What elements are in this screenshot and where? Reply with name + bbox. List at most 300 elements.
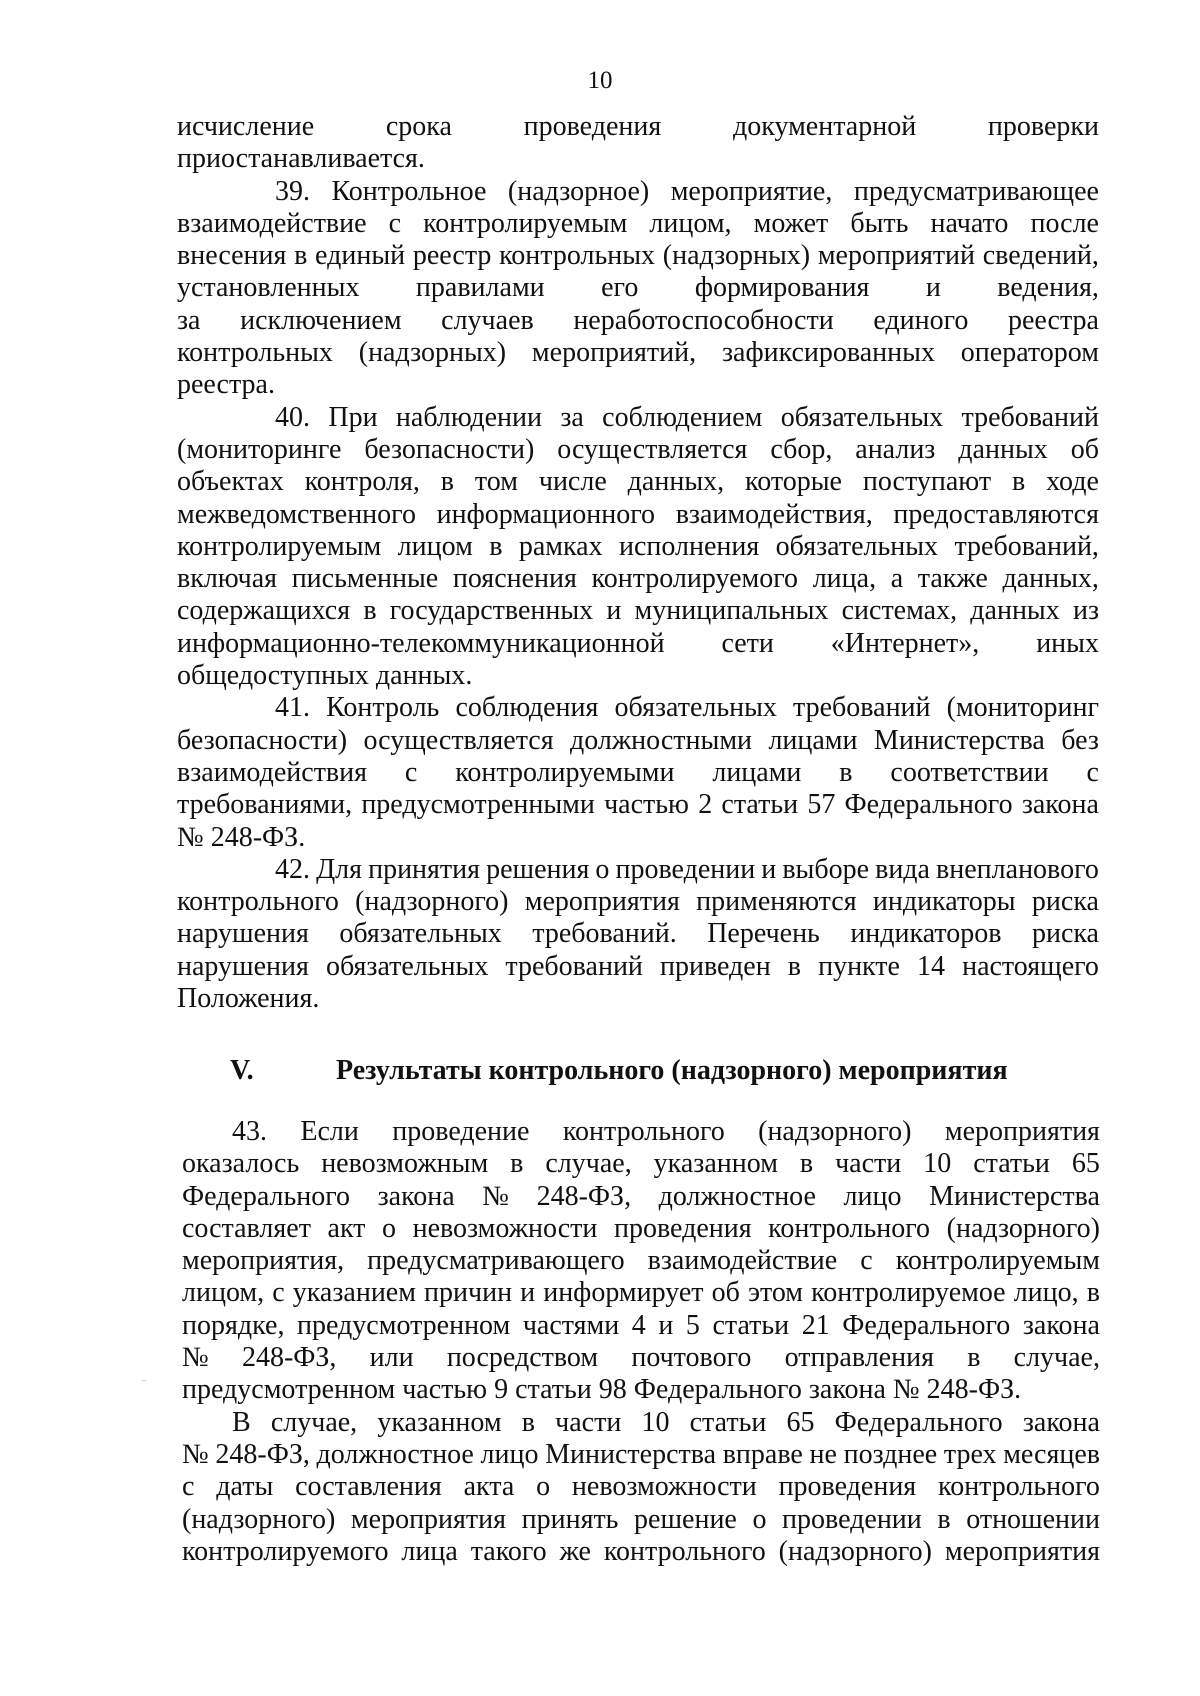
text-line (177, 563, 1099, 595)
word: контролируемого (591, 563, 799, 595)
word: муниципальных (634, 595, 829, 627)
word: общедоступных (177, 660, 369, 692)
word: информационного (436, 498, 656, 530)
word: контрольных (499, 240, 656, 272)
word: указанном (377, 1406, 502, 1438)
text-line (182, 1181, 1100, 1213)
word: Если (300, 1116, 359, 1147)
word: проведение (392, 1116, 530, 1147)
word: случае, (1013, 1342, 1100, 1374)
word: в (799, 1148, 814, 1180)
word: об (1070, 433, 1099, 465)
word: исчисление (177, 111, 315, 142)
word: нарушения (177, 918, 309, 950)
word: или (369, 1342, 414, 1374)
word: мероприятие, (670, 175, 833, 207)
word: 43. (232, 1116, 267, 1147)
word: в (440, 466, 454, 498)
word: статьи (689, 1406, 767, 1438)
word: рамках (518, 530, 603, 562)
word: контрольного (562, 1116, 725, 1147)
word: требованиями, (177, 789, 353, 821)
text-line (182, 1407, 1100, 1439)
word: принять (521, 1503, 619, 1535)
word: быть (850, 207, 909, 239)
word: При (328, 401, 378, 433)
word: № (182, 1438, 209, 1470)
word: № (482, 1180, 510, 1212)
text-line (177, 272, 1099, 304)
word: обязательных (780, 401, 944, 433)
word: обязательных (614, 692, 777, 724)
word: указанном (653, 1148, 778, 1180)
word: Контрольное (331, 175, 487, 207)
word: требований (793, 692, 931, 724)
word: в (510, 1148, 524, 1180)
word: исключением (240, 304, 402, 336)
word: контрольных (177, 337, 333, 369)
text-line (177, 305, 1099, 337)
word: лицами (712, 756, 802, 788)
word: в (937, 1503, 951, 1535)
word: и (606, 595, 622, 627)
word: лицом (397, 530, 473, 562)
word: 40. (275, 401, 310, 433)
word: контроля, (304, 466, 420, 498)
text-line (177, 951, 1099, 983)
word: отправления (784, 1342, 934, 1374)
word: мероприятий (817, 240, 976, 272)
text-line (177, 757, 1099, 789)
text-line (177, 628, 1099, 660)
word: требований, (954, 530, 1099, 562)
text-line (182, 1310, 1100, 1342)
word: иных (1036, 627, 1099, 659)
word: Положения. (177, 983, 320, 1015)
word: закона (377, 1180, 455, 1212)
word: может (753, 207, 829, 239)
word: контрольного (177, 886, 339, 918)
word: в (839, 756, 853, 788)
text-line (177, 402, 1099, 434)
section-heading (230, 1054, 1110, 1088)
word: за (177, 304, 201, 336)
word: и (925, 272, 941, 304)
text-line (177, 369, 1099, 401)
word: должностное (658, 1180, 816, 1212)
word: Министерства (929, 1180, 1100, 1212)
word: В (232, 1406, 251, 1438)
word: 65 (1071, 1148, 1100, 1180)
word: мероприятия, (182, 1245, 345, 1277)
word: Федерального (842, 1309, 1011, 1341)
word: данных (970, 595, 1060, 627)
word: «Интернет», (830, 627, 980, 659)
word: предусмотренном частью 9 статьи 98 Федерального закона № 248-ФЗ. (182, 1374, 1022, 1406)
word: (мониторинг (946, 692, 1099, 724)
word: осуществляется (557, 433, 748, 465)
word: проведения (613, 1212, 752, 1244)
word: 14 (917, 950, 946, 982)
word: Перечень (707, 918, 820, 950)
word: анализ (855, 433, 936, 465)
body-text-bottom (182, 1116, 1100, 1568)
word: реестра. (177, 369, 275, 401)
section-number: V. (230, 1055, 254, 1086)
word: случаев (441, 304, 534, 336)
word: 57 (807, 789, 836, 821)
text-line (182, 1213, 1100, 1245)
word: государственных (389, 595, 594, 627)
word: (надзорных) (662, 240, 811, 272)
word: контролируемыми (455, 756, 675, 788)
word: акт (327, 1212, 366, 1244)
word: осуществляется (363, 724, 554, 756)
body-text-top (177, 111, 1099, 1015)
word: статьи (973, 1148, 1050, 1180)
word: контрольного (603, 1535, 766, 1567)
word: контролируемого (182, 1535, 389, 1567)
word: невозможным (321, 1148, 489, 1180)
text-line (177, 240, 1099, 272)
word: же (559, 1535, 591, 1567)
text-line (177, 983, 1099, 1015)
word: внесения (177, 240, 287, 272)
word: о (536, 1471, 551, 1503)
word: об (711, 1277, 740, 1309)
word: и (520, 1277, 536, 1309)
word: трех (943, 1438, 997, 1470)
word: требований. (532, 918, 677, 950)
page-number: 10 (587, 67, 613, 94)
word: Контроль (326, 692, 440, 724)
word: 65 (786, 1406, 815, 1438)
word: межведомственного (177, 498, 416, 530)
word: мероприятия (944, 1116, 1100, 1147)
word: невозможности (571, 1471, 757, 1503)
word: взаимодействие (177, 207, 367, 239)
word: Министерства (545, 1438, 717, 1470)
word: приведен (659, 950, 771, 982)
word: части (835, 1148, 902, 1180)
word: позднее (843, 1438, 938, 1470)
word: проведении (782, 1503, 922, 1535)
word: системах, (841, 595, 958, 627)
word: данных, (1002, 563, 1099, 595)
word: проверки (987, 111, 1099, 142)
word: с (272, 1277, 285, 1309)
word: риска (1031, 886, 1099, 918)
word: составляет (182, 1212, 311, 1244)
word: с (1086, 756, 1099, 788)
word: вправе (722, 1438, 803, 1470)
word: в (1086, 1277, 1100, 1309)
word: ведения, (997, 272, 1099, 304)
word: Федерального (834, 1406, 1003, 1438)
word: наблюдении (395, 401, 542, 433)
word: 42. (275, 853, 310, 885)
word: 4 (631, 1309, 646, 1341)
word: сведений, (982, 240, 1099, 272)
word: статьи (721, 789, 799, 821)
word: риска (1031, 918, 1099, 950)
word: данных (958, 433, 1048, 465)
word: соблюдением (602, 401, 763, 433)
word: установленных (177, 272, 360, 304)
word: о (595, 853, 610, 885)
word: нарушения (177, 950, 309, 982)
word: зафиксированных (721, 337, 935, 369)
word: с (860, 1245, 873, 1277)
word: формирования (694, 272, 870, 304)
word: индикаторы (872, 886, 1016, 918)
word: в (967, 1342, 981, 1374)
word: том (474, 466, 518, 498)
word: невозможности (412, 1212, 598, 1244)
word: сети (721, 627, 774, 659)
word: в (489, 530, 503, 562)
word: решение (634, 1503, 737, 1535)
word: объектах (177, 466, 284, 498)
word: принятия (368, 853, 481, 885)
word: с (404, 756, 418, 788)
text-line (177, 692, 1099, 724)
word: 248-ФЗ, (215, 1438, 310, 1470)
word: предусмотренном (297, 1309, 511, 1341)
word: единого (873, 304, 969, 336)
word: информирует (543, 1277, 704, 1309)
text-line (177, 531, 1099, 563)
word: 5 (685, 1309, 700, 1341)
word: информационно-телекоммуникационной (177, 627, 665, 659)
word: части (555, 1406, 622, 1438)
word: с (388, 207, 402, 239)
section-title: Результаты контрольного (надзорного) мероприятия (336, 1055, 1008, 1086)
word: в (1011, 466, 1026, 498)
word: содержащихся (177, 595, 351, 627)
word: начато (930, 207, 1009, 239)
word: (надзорных) (358, 337, 507, 369)
word: 21 (801, 1309, 830, 1341)
text-line (182, 1277, 1100, 1309)
word: проведения (523, 111, 662, 142)
text-line (182, 1374, 1100, 1406)
word: 10 (923, 1148, 952, 1180)
word: Федерального (182, 1180, 351, 1212)
text-line (182, 1471, 1100, 1503)
word: контролируемым (895, 1245, 1100, 1277)
text-line (182, 1116, 1100, 1148)
word: и (658, 1309, 674, 1341)
word: 39. (275, 175, 310, 207)
word: Федерального (844, 789, 1013, 821)
word: оказалось (182, 1148, 300, 1180)
word: и (761, 853, 777, 885)
word: без (1061, 724, 1099, 756)
word: приостанавливается. (177, 143, 425, 175)
word: индикаторов (850, 918, 1002, 950)
text-line (182, 1342, 1100, 1374)
word: проведении (615, 853, 756, 885)
word: частью (604, 789, 689, 821)
text-line (177, 143, 1099, 175)
word: мероприятия (350, 1503, 507, 1535)
word: а (890, 563, 904, 595)
word: такого (470, 1535, 547, 1567)
word: 248-ФЗ, (536, 1180, 632, 1212)
text-line (182, 1536, 1100, 1568)
text-line (177, 111, 1099, 143)
word: контролируемое (811, 1277, 1006, 1309)
word: применяются (696, 886, 857, 918)
text-line (182, 1148, 1100, 1180)
word: предусмотренными (361, 789, 595, 821)
word: не (809, 1438, 837, 1470)
word: причин (424, 1277, 513, 1309)
word: его (601, 272, 639, 304)
word: включая (177, 563, 278, 595)
word: контролируемым (177, 530, 382, 562)
word: даты (216, 1471, 274, 1503)
word: месяцев (1003, 1438, 1100, 1470)
word: исполнения (618, 530, 760, 562)
word: оператором (960, 337, 1099, 369)
word: закона (1022, 1309, 1100, 1341)
text-line (177, 660, 1099, 692)
word: (мониторинге (177, 433, 342, 465)
word: требований (961, 401, 1099, 433)
word: случае, (270, 1406, 358, 1438)
word: лица, (812, 563, 877, 595)
word: выборе (782, 853, 870, 885)
word: взаимодействия (177, 756, 368, 788)
word: лицо (843, 1180, 902, 1212)
text-line (177, 337, 1099, 369)
word: Для (316, 853, 363, 885)
word: лицо (480, 1438, 539, 1470)
word: (надзорного) (778, 1535, 932, 1567)
word: безопасности) (364, 433, 535, 465)
word: письменные (291, 563, 439, 595)
word: сбор, (770, 433, 833, 465)
word: мероприятий, (531, 337, 697, 369)
word: вида (875, 853, 930, 885)
word: после (1030, 207, 1099, 239)
word: данных, (627, 466, 725, 498)
text-line (182, 1245, 1100, 1277)
word: должностными (569, 724, 753, 756)
word: в (787, 950, 802, 982)
word: № 248-ФЗ. (177, 821, 306, 853)
word: 248-ФЗ, (241, 1342, 337, 1374)
word: требований (505, 950, 643, 982)
word: указанием (292, 1277, 416, 1309)
word: составления (295, 1471, 442, 1503)
word: случае, (545, 1148, 632, 1180)
text-line (177, 499, 1099, 531)
word: поступают (862, 466, 992, 498)
word: обязательных (325, 950, 489, 982)
word: Министерства (873, 724, 1045, 756)
word: обязательных (339, 918, 502, 950)
word: о (382, 1212, 396, 1244)
word: правилами (415, 272, 545, 304)
word: предусматривающего (367, 1245, 625, 1277)
word: № (182, 1342, 209, 1374)
word: (надзорного) (355, 886, 509, 918)
word: (надзорного) (182, 1503, 336, 1535)
text-line (177, 595, 1099, 627)
text-line (177, 886, 1099, 918)
text-line (177, 918, 1099, 950)
word: должностное (316, 1438, 474, 1470)
word: взаимодействие (647, 1245, 838, 1277)
word: 2 (698, 789, 713, 821)
scan-artifact (142, 1380, 146, 1381)
word: отношении (966, 1503, 1100, 1535)
word: единый (315, 240, 406, 272)
word: лицо, (1013, 1277, 1079, 1309)
word: реестра (1007, 304, 1099, 336)
word: предоставляются (893, 498, 1099, 530)
word: лицом, (649, 207, 732, 239)
word: пояснения (452, 563, 577, 595)
word: контролируемым (423, 207, 628, 239)
text-line (177, 854, 1099, 886)
word: за (560, 401, 584, 433)
word: данных. (375, 660, 473, 692)
word: почтового (631, 1342, 752, 1374)
word: 41. (275, 692, 310, 724)
word: в (521, 1406, 535, 1438)
word: лица (401, 1535, 458, 1567)
word: мероприятия (944, 1535, 1100, 1567)
word: соблюдения (455, 692, 599, 724)
text-line (177, 176, 1099, 208)
word: порядке, (182, 1309, 285, 1341)
word: контрольного (938, 1471, 1100, 1503)
text-line (182, 1504, 1100, 1536)
word: взаимодействия, (675, 498, 873, 530)
word: также (917, 563, 988, 595)
word: проведения (778, 1471, 917, 1503)
word: (надзорное) (507, 175, 650, 207)
word: внепланового (936, 853, 1099, 885)
word: ходе (1046, 466, 1099, 498)
word: закона (1022, 1406, 1100, 1438)
word: мероприятия (524, 886, 680, 918)
word: пункте (818, 950, 900, 982)
word: документарной (732, 111, 917, 142)
word: настоящего (962, 950, 1099, 982)
word: лицами (768, 724, 858, 756)
word: с (182, 1471, 195, 1503)
text-line (177, 789, 1099, 821)
word: обязательных (775, 530, 939, 562)
word: частями (522, 1309, 620, 1341)
text-line (177, 434, 1099, 466)
word: неработоспособности (573, 304, 834, 336)
word: контрольного (768, 1212, 931, 1244)
word: решения (486, 853, 590, 885)
word: акта (463, 1471, 515, 1503)
word: предусматривающее (853, 175, 1099, 207)
text-line (177, 208, 1099, 240)
word: безопасности) (177, 724, 348, 756)
word: посредством (446, 1342, 599, 1374)
word: в (294, 240, 308, 272)
text-line (177, 725, 1099, 757)
